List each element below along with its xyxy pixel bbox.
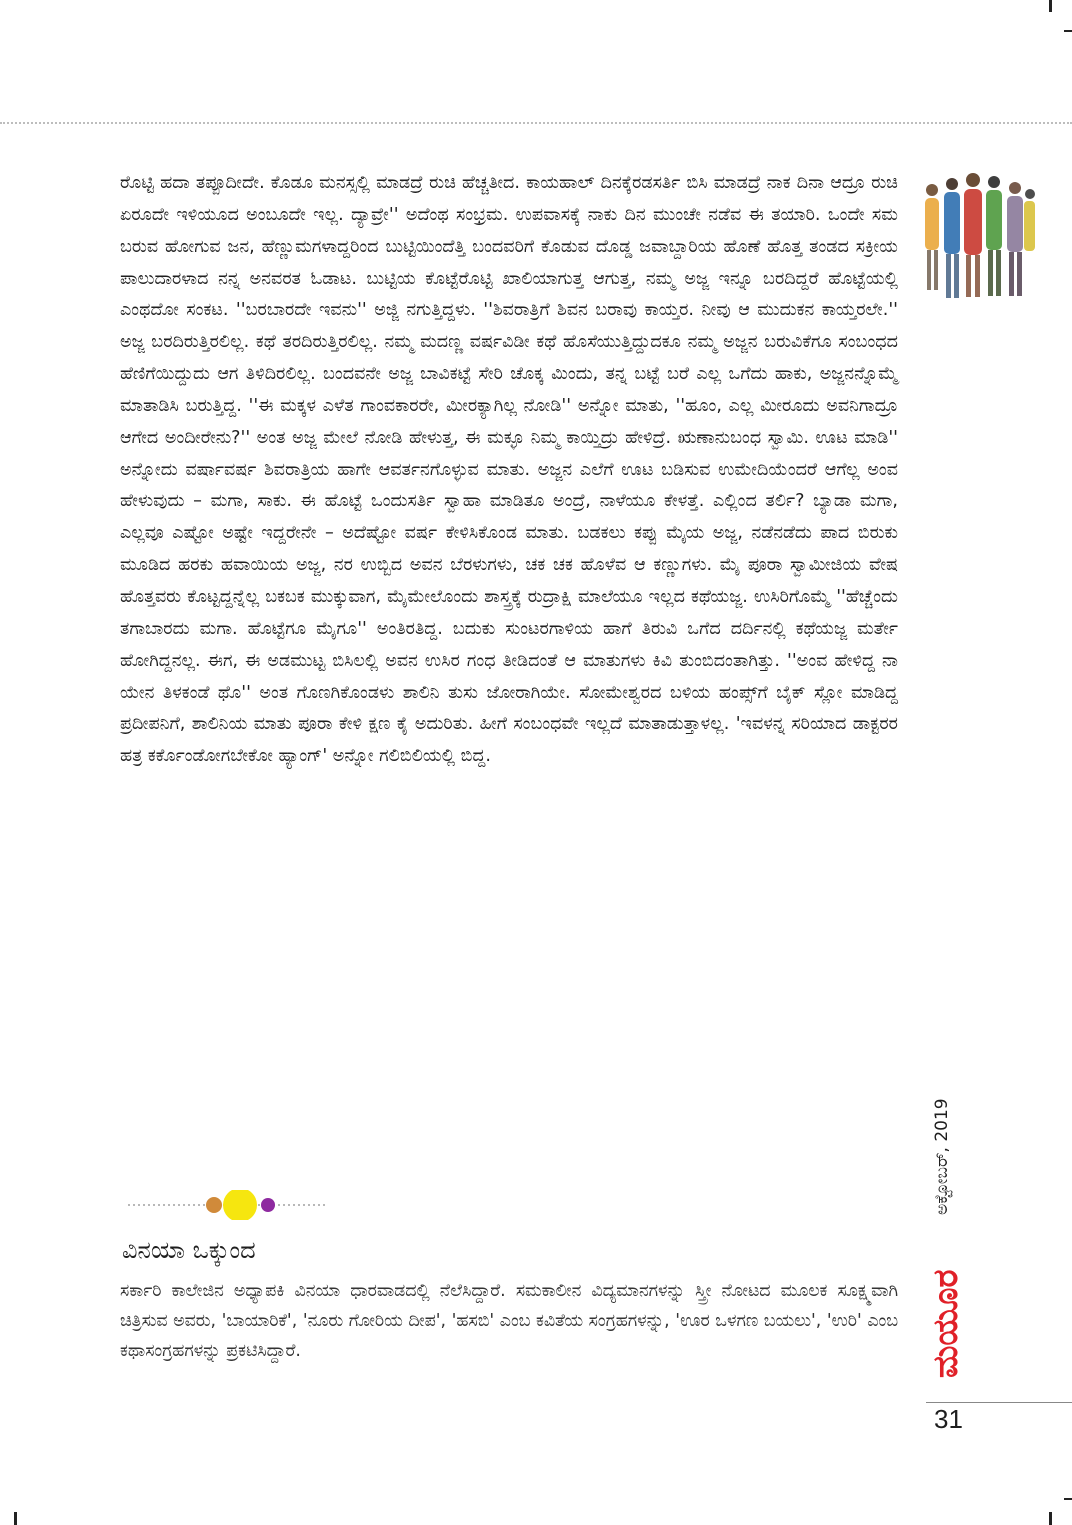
crop-mark	[14, 1512, 17, 1525]
crop-mark	[1064, 30, 1072, 32]
magazine-logo: ಮಯೂರ	[926, 1269, 966, 1378]
person-figure	[1024, 189, 1035, 251]
author-bio: ಸರ್ಕಾರಿ ಕಾಲೇಜಿನ ಅಧ್ಯಾಪಕಿ ವಿನಯಾ ಧಾರವಾಡದಲ್ಲಿ ನೆಲೆಸಿದ್ದಾರೆ. ಸಮಕಾಲೀನ ವಿದ್ಯಮಾನಗಳನ್ನು ಸ್ತ್ರೀ ನೋಟದ ಮೂಲಕ ಸೂಕ್ಷ್ಮವಾಗಿ ಚಿತ್ರಿಸುವ ಅವರು, 'ಬಾಯಾರಿಕೆ', 'ನೂರು ಗೋರಿಯ ದೀಪ', 'ಹಸಬಿ' ಎಂಬ ಕವಿತೆಯ ಸಂಗ್ರಹಗಳನ್ನು, 'ಊರ ಒಳಗಣ ಬಯಲು', 'ಉರಿ' ಎಂಬ ಕಥಾಸಂಗ್ರಹಗಳನ್ನು ಪ್ರಕಟಿಸಿದ್ದಾರೆ.	[120, 1281, 898, 1361]
person-figure	[986, 176, 1002, 296]
person-figure	[964, 173, 982, 297]
page-number: 31	[934, 1404, 963, 1434]
page-number-rule	[926, 1402, 1072, 1403]
divider-dot-center	[223, 1190, 257, 1220]
divider-dot-left	[206, 1197, 222, 1213]
article-body	[120, 168, 898, 773]
crop-mark	[1049, 1512, 1052, 1525]
section-divider	[128, 1190, 328, 1220]
crop-mark	[1049, 0, 1052, 12]
top-dotted-rule	[0, 122, 1072, 124]
person-figure	[1007, 182, 1023, 296]
people-illustration	[918, 168, 1036, 308]
divider-dot-right	[261, 1198, 275, 1212]
article-paragraph: ರೊಟ್ಟಿ ಹದಾ ತಪ್ಪೂದೀದೇ. ಕೊಡೂ ಮನಸ್ಸಲ್ಲಿ ಮಾಡದ್ರೆ ರುಚಿ ಹೆಚ್ಚತೀದ. ಕಾಯಹಾಲ್ ದಿನಕ್ಕೆರಡಸರ್ತಿ ಬಿಸಿ ಮಾಡದ್ರೆ ನಾಕ ದಿನಾ ಆದ್ರೂ ರುಚಿ ಏರೂದೇ ಇಳಿಯೂದ ಅಂಬೂದೇ ಇಲ್ಲ. ದ್ಯಾವ್ರೇ'' ಅದೆಂಥ ಸಂಭ್ರಮ. ಉಪವಾಸಕ್ಕೆ ನಾಕು ದಿನ ಮುಂಚೇ ನಡೆವ ಈ ತಯಾರಿ. ಒಂದೇ ಸಮ ಬರುವ ಹೋಗುವ ಜನ, ಹೆಣ್ಣುಮಗಳಾದ್ದರಿಂದ ಬುಟ್ಟಿಯಿಂದೆತ್ತಿ ಬಂದವರಿಗೆ ಕೊಡುವ ದೊಡ್ಡ ಜವಾಬ್ದಾರಿಯ ಹೊಣೆ ಹೊತ್ತ ತಂಡದ ಸಕ್ರೀಯ ಪಾಲುದಾರಳಾದ ನನ್ನ ಅನವರತ ಓಡಾಟ. ಬುಟ್ಟಿಯ ಕೊಟ್ಟೆರೊಟ್ಟಿ ಖಾಲಿಯಾಗುತ್ತ ಆಗುತ್ತ, ನಮ್ಮ ಅಜ್ಜ ಇನ್ನೂ ಬರದಿದ್ದರೆ ಹೊಟ್ಟೆಯಲ್ಲಿ ಎಂಥದೋ ಸಂಕಟ. ''ಬರಬಾರದೇ ಇವನು'' ಅಜ್ಜಿ ನಗುತ್ತಿದ್ದಳು. ''ಶಿವರಾತ್ರಿಗೆ ಶಿವನ ಬರಾವು ಕಾಯ್ತರ. ನೀವು ಆ ಮುದುಕನ ಕಾಯ್ತರಲೇ.'' ಅಜ್ಜ ಬರದಿರುತ್ತಿರಲಿಲ್ಲ. ಕಥೆ ತರದಿರುತ್ತಿರಲಿಲ್ಲ. ನಮ್ಮ ಮದಣ್ಣ ವರ್ಷವಿಡೀ ಕಥೆ ಹೊಸೆಯುತ್ತಿದ್ದುದಕೂ ನಮ್ಮ ಅಜ್ಜನ ಬರುವಿಕೆಗೂ ಸಂಬಂಧದ ಹೆಣಿಗೆಯಿದ್ದುದು ಆಗ ತಿಳಿದಿರಲಿಲ್ಲ. ಬಂದವನೇ ಅಜ್ಜ ಬಾವಿಕಟ್ಟೆ ಸೇರಿ ಚೊಕ್ಕ ಮಿಂದು, ತನ್ನ ಬಟ್ಟೆ ಬರೆ ಎಲ್ಲ ಒಗೆದು ಹಾಕು, ಅಜ್ಜನನ್ನೊಮ್ಮೆ ಮಾತಾಡಿಸಿ ಬರುತ್ತಿದ್ದ. ''ಈ ಮಕ್ಕಳ ಎಳೆತ ಗಾಂವಕಾರರೇ, ಮೀರಕ್ಯಾಗಿಲ್ಲ ನೋಡಿ'' ಅನ್ನೋ ಮಾತು, ''ಹೂಂ, ಎಲ್ಲ ಮೀರೂದು ಅವನಿಗಾದ್ರೂ ಆಗೇದ ಅಂದೀರೇನು?'' ಅಂತ ಅಜ್ಜ ಮೇಲೆ ನೋಡಿ ಹೇಳುತ್ತ, ಈ ಮಕ್ಳೂ ನಿಮ್ಮ ಕಾಯ್ತಿದ್ರು ಹೇಳಿದ್ರೆ. ಋಣಾನುಬಂಧ ಸ್ವಾಮಿ. ಊಟ ಮಾಡಿ'' ಅನ್ನೋದು ವರ್ಷಾವರ್ಷ ಶಿವರಾತ್ರಿಯ ಹಾಗೇ ಆವರ್ತನಗೊಳ್ಳುವ ಮಾತು. ಅಜ್ಜನ ಎಲೆಗೆ ಊಟ ಬಡಿಸುವ ಉಮೇದಿಯೆಂದರೆ ಆಗೆಲ್ಲ ಅಂವ ಹೇಳುವುದು – ಮಗಾ, ಸಾಕು. ಈ ಹೊಟ್ಟೆ ಒಂದುಸರ್ತಿ ಸ್ವಾಹಾ ಮಾಡಿತೂ ಅಂದ್ರೆ, ನಾಳೆಯೂ ಕೇಳತ್ತೆ. ಎಲ್ಲಿಂದ ತರ್ಲಿ? ಬ್ಯಾಡಾ ಮಗಾ, ಎಲ್ಲವೂ ಎಷ್ಟೋ ಅಷ್ಟೇ ಇದ್ದರೇನೇ – ಅದೆಷ್ಟೋ ವರ್ಷ ಕೇಳಿಸಿಕೊಂಡ ಮಾತು. ಬಡಕಲು ಕಪ್ಪು ಮೈಯ ಅಜ್ಜ, ನಡೆನಡೆದು ಪಾದ ಬಿರುಕು ಮೂಡಿದ ಹರಕು ಹವಾಯಿಯ ಅಜ್ಜ, ನರ ಉಬ್ಬಿದ ಅವನ ಬೆರಳುಗಳು, ಚಕ ಚಕ ಹೊಳೆವ ಆ ಕಣ್ಣುಗಳು. ಮೈ ಪೂರಾ ಸ್ವಾಮೀಜಿಯ ವೇಷ ಹೊತ್ತವರು ಕೊಟ್ಟದ್ದನ್ನೆಲ್ಲ ಬಕಬಕ ಮುಕ್ಕುವಾಗ, ಮೈಮೇಲೊಂದು ಶಾಸ್ತ್ರಕ್ಕೆ ರುದ್ರಾಕ್ಷಿ ಮಾಲೆಯೂ ಇಲ್ಲದ ಕಥೆಯಜ್ಜ. ಉಸಿರಿಗೊಮ್ಮೆ ''ಹೆಚ್ಚೆಂದು ತಗಾಬಾರದು ಮಗಾ. ಹೊಟ್ಟೆಗೂ ಮೈಗೂ'' ಅಂತಿರತಿದ್ದ. ಬದುಕು ಸುಂಟರಗಾಳಿಯ ಹಾಗೆ ತಿರುವಿ ಒಗೆದ ದರ್ದಿನಲ್ಲಿ ಕಥೆಯಜ್ಜ ಮರ್ತೇ ಹೋಗಿದ್ದನಲ್ಲ. ಈಗ, ಈ ಅಡಮುಟ್ಟ ಬಿಸಿಲಲ್ಲಿ ಅವನ ಉಸಿರ ಗಂಧ ತೀಡಿದಂತೆ ಆ ಮಾತುಗಳು ಕಿವಿ ತುಂಬಿದಂತಾಗಿತ್ತು. ''ಅಂವ ಹೇಳಿದ್ದ ನಾ ಯೇನ ತಿಳಕಂಡೆ ಥೊ'' ಅಂತ ಗೊಣಗಿಕೊಂಡಳು ಶಾಲಿನಿ ತುಸು ಜೋರಾಗಿಯೇ. ಸೋಮೇಶ್ವರದ ಬಳಿಯ ಹಂಪ್ಸ್‌ಗೆ ಬೈಕ್ ಸ್ಲೋ ಮಾಡಿದ್ದ ಪ್ರದೀಪನಿಗೆ, ಶಾಲಿನಿಯ ಮಾತು ಪೂರಾ ಕೇಳಿ ಕ್ಷಣ ಕೈ ಅದುರಿತು. ಹೀಗೆ ಸಂಬಂಧವೇ ಇಲ್ಲದೆ ಮಾತಾಡುತ್ತಾಳಲ್ಲ. 'ಇವಳನ್ನ ಸರಿಯಾದ ಡಾಕ್ಟರರ ಹತ್ರ ಕರ್ಕೊಂಡೋಗಬೇಕೋ ಹ್ಯಾಂಗ್' ಅನ್ನೋ ಗಲಿಬಿಲಿಯಲ್ಲಿ ಬಿದ್ದ.	[120, 173, 899, 767]
person-figure	[944, 178, 960, 298]
crop-mark	[1064, 1498, 1072, 1500]
author-name: ವಿನಯಾ ಒಕ್ಕುಂದ	[122, 1236, 256, 1264]
person-figure	[925, 184, 939, 290]
issue-date: ಅಕ್ಟೋಬರ್, 2019	[932, 1098, 952, 1215]
